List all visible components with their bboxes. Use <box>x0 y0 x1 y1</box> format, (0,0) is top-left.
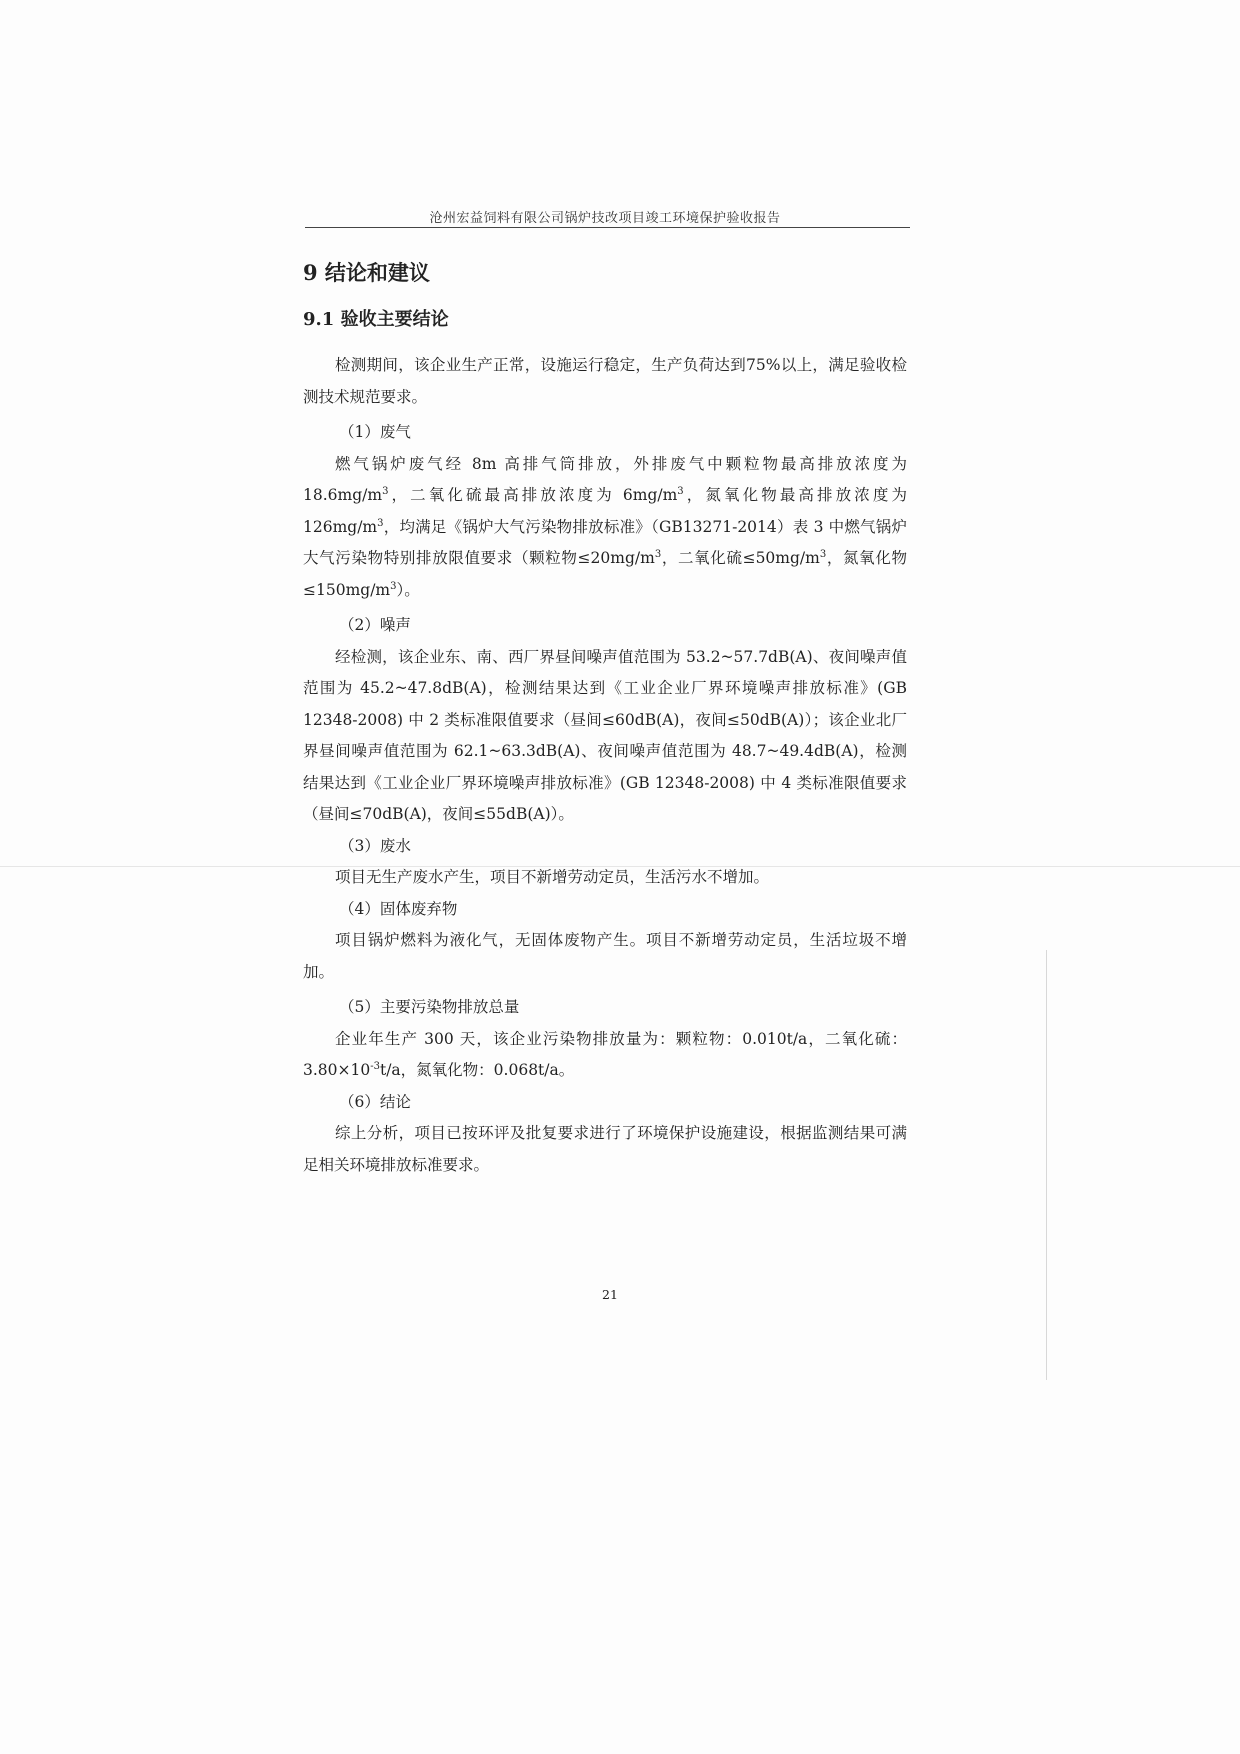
noise-paragraph: 经检测，该企业东、南、西厂界昼间噪声值范围为 53.2~57.7dB(A)、夜间噪声值范围为 45.2~47.8dB(A)，检测结果达到《工业企业厂界环境噪声排放标准》(GB 12348-2008) 中 2 类标准限值要求（昼间≤60dB(A)，夜间≤50dB(A)）；该企业北厂界昼间噪声值范围为 62.1~63.3dB(A)、夜间噪声值范围为 48.7~49.4dB(A)，检测结果达到《工业企业厂界环境噪声排放标准》(GB 12348-2008) 中 4 类标准限值要求（昼间≤70dB(A)，夜间≤55dB(A)）。 <box>303 647 907 823</box>
subsection-heading-conclusion: （6）结论 <box>339 1092 411 1111</box>
running-header: 沧州宏益饲料有限公司锅炉技改项目竣工环境保护验收报告 <box>429 211 781 226</box>
subsection-heading-water: （3）废水 <box>339 836 411 855</box>
subsection-heading-total: （5）主要污染物排放总量 <box>339 998 520 1016</box>
subsection-heading-solid: （4）固体废弃物 <box>339 899 458 918</box>
gas-paragraph: 燃气锅炉废气经 8m 高排气筒排放，外排废气中颗粒物最高排放浓度为 $18.6mg/m^3$，二氧化硫最高排放浓度为 $6mg/m^3$，氮氧化物最高排放浓度为 $126mg/m^3$，均满足《锅炉大气污染物排放标准》（GB13271-2014）表 3 中燃气锅炉大气污染物特别排放限值要求（颗粒物$\le 20mg/m^3$，二氧化硫$\le 50mg/m^3$，氮氧化物$\le 150mg/m^3$）。 <box>303 454 907 599</box>
header-rule <box>305 227 910 228</box>
subsection-heading-noise: （2）噪声 <box>339 616 411 634</box>
section-heading: 9.1 验收主要结论 <box>303 309 449 330</box>
solid-paragraph: 项目锅炉燃料为液化气，无固体废物产生。项目不新增劳动定员，生活垃圾不增加。 <box>303 931 907 981</box>
total-paragraph: 企业年生产 300 天，该企业污染物排放量为：颗粒物：0.010t/a，二氧化硫：$3.80\times 10^{-3}t/a$，氮氧化物：0.068t/a。 <box>303 1029 907 1079</box>
water-paragraph: 项目无生产废水产生，项目不新增劳动定员，生活污水不增加。 <box>335 868 770 886</box>
page-number: 21 <box>602 1287 618 1302</box>
conclusion-paragraph: 综上分析，项目已按环评及批复要求进行了环境保护设施建设，根据监测结果可满足相关环境排放标准要求。 <box>303 1124 907 1174</box>
content-body <box>303 258 907 1181</box>
subsection-heading-gas: （1）废气 <box>339 423 411 441</box>
scan-artifact-edge <box>1046 950 1047 1380</box>
chapter-heading: 9 结论和建议 <box>303 260 430 285</box>
intro-paragraph: 检测期间，该企业生产正常，设施运行稳定，生产负荷达到75%以上，满足验收检测技术规范要求。 <box>303 356 907 406</box>
